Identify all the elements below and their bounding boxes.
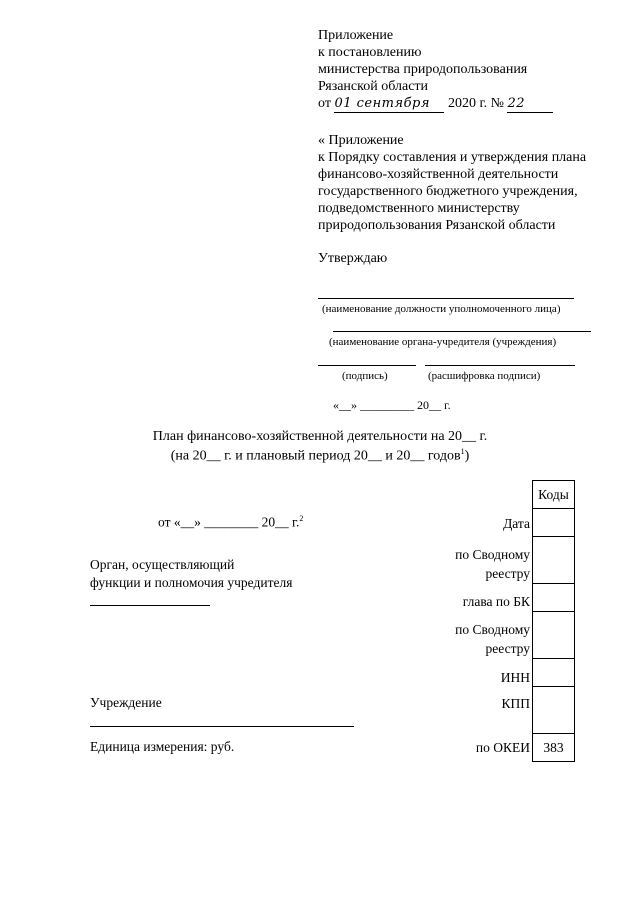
code-cell-svod-1 bbox=[533, 537, 575, 584]
institution-fill-line bbox=[90, 726, 354, 727]
institution-label: Учреждение bbox=[90, 695, 162, 710]
decode-line bbox=[425, 365, 575, 366]
handwritten-date: 01 сентября bbox=[334, 95, 444, 113]
appendix-header bbox=[318, 132, 586, 234]
resolution-header bbox=[318, 27, 553, 113]
position-caption: (наименование должности уполномоченного лица) bbox=[322, 303, 561, 315]
organ-line bbox=[333, 331, 591, 332]
appendix-line: к Порядку составления и утверждения плана bbox=[318, 150, 587, 165]
unit-label: Единица измерения: руб. bbox=[90, 739, 235, 754]
position-line bbox=[318, 298, 574, 299]
label-date: Дата bbox=[503, 516, 530, 531]
header-line: Рязанской области bbox=[318, 79, 429, 94]
appendix-line: подведомственного министерству bbox=[318, 201, 520, 216]
code-cell-svod-2 bbox=[533, 612, 575, 659]
signature-line bbox=[318, 365, 416, 366]
header-line: к постановлению bbox=[318, 45, 422, 60]
code-cell-glava bbox=[533, 584, 575, 612]
plan-title: План финансово-хозяйственной деятельности на 20__ г. bbox=[152, 429, 488, 444]
label-svod-2: по Сводному реестру bbox=[455, 622, 530, 656]
resolution-date-line: от 01 сентября 2020 г. № 22 bbox=[318, 95, 553, 113]
organ-caption: (наименование органа-учредителя (учреждения) bbox=[329, 336, 557, 348]
form-date: от «__» ________ 20__ г.$^2$ bbox=[158, 514, 304, 530]
handwritten-number: 22 bbox=[507, 95, 553, 113]
code-cell-date bbox=[533, 509, 575, 537]
label-inn: ИНН bbox=[500, 670, 530, 685]
plan-subtitle: (на 20__ г. и плановый период 20__ и 20__ годов$^1$) bbox=[170, 447, 470, 464]
approve-date: «__» _________ 20__ г. bbox=[333, 398, 451, 412]
label-kpp: КПП bbox=[501, 696, 530, 711]
label-svod-1: по Сводному реестру bbox=[455, 547, 530, 581]
label-okei: по ОКЕИ bbox=[475, 740, 530, 755]
codes-header: Коды bbox=[533, 481, 575, 509]
header-line: Приложение bbox=[318, 28, 394, 43]
signature-caption: (подпись) bbox=[342, 370, 388, 382]
label-glava-bk: глава по БК bbox=[462, 594, 530, 609]
organ-fill-line bbox=[90, 605, 210, 606]
footnote-marker: 2 bbox=[299, 514, 304, 523]
code-cell-kpp bbox=[533, 687, 575, 734]
appendix-line: природопользования Рязанской области bbox=[318, 218, 556, 233]
approve-title: Утверждаю bbox=[318, 251, 388, 266]
appendix-line: « Приложение bbox=[318, 133, 404, 148]
header-line: министерства природопользования bbox=[318, 62, 528, 77]
organ-label: Орган, осуществляющий функции и полномочия учредителя bbox=[90, 557, 293, 590]
appendix-line: финансово-хозяйственной деятельности bbox=[318, 167, 559, 182]
footnote-marker: 1 bbox=[460, 447, 465, 456]
codes-table bbox=[532, 480, 575, 762]
code-cell-inn bbox=[533, 659, 575, 687]
decode-caption: (расшифровка подписи) bbox=[428, 370, 541, 382]
code-cell-okei: 383 bbox=[533, 734, 575, 762]
appendix-line: государственного бюджетного учреждения, bbox=[318, 184, 578, 199]
